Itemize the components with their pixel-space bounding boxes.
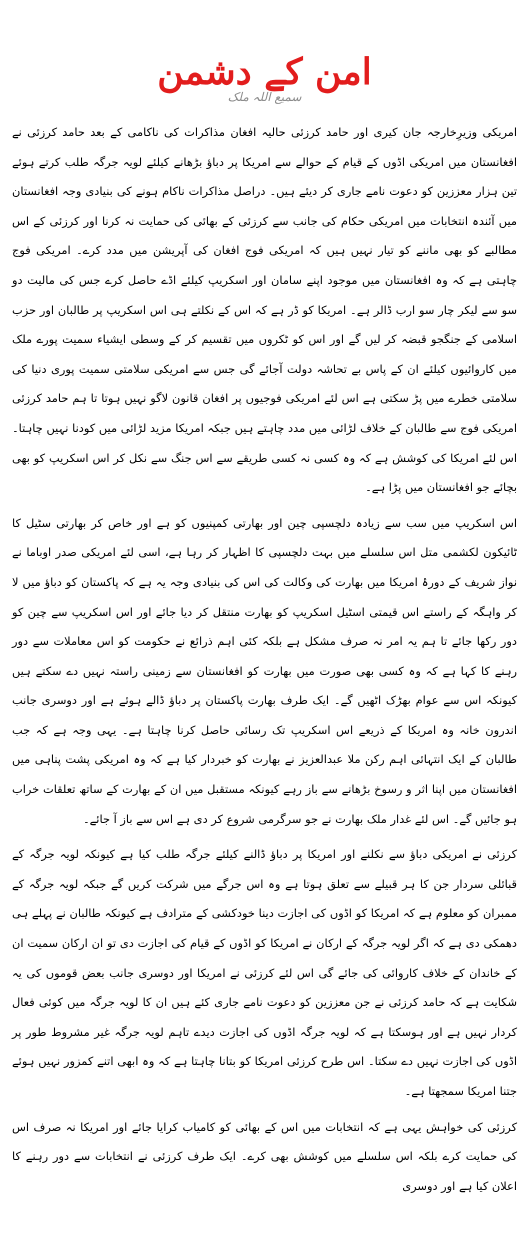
article-paragraph: امریکی وزیرِخارجہ جان کیری اور حامد کرزئی حالیہ افغان مذاکرات کی ناکامی کے بعد حامد کرزئی نے افغانستان میں امریکی اڈوں کے قیام کے حوالے سے امریکا پر دباؤ بڑھانے کیلئے لویہ جرگہ طلب کرتے ہوئے تین ہزار معززین کو دعوت نامے جاری کر دیئے ہیں۔ دراصل مذاکرات ناکام ہونے کی بنیادی وجہ افغانستان میں آئندہ انتخابات میں امریکی حکام کی جانب سے کرزئی کے بھائی کی حمایت نہ کرنا اور کرزئی کے اس مطالبے کو بھی ماننے کو تیار نہیں ہیں کہ امریکی فوج افغان کی آپریشن میں مدد کرے۔ امریکی فوج چاہتی ہے کہ وہ افغانستان میں موجود اپنے سامان اور اسکریپ کیلئے اڈے حاصل کرے جس کی مالیت دو سو سے لیکر چار سو ارب ڈالر ہے۔ امریکا کو ڈر ہے کہ اس کے نکلتے ہی اس اسکریپ پر طالبان اور حزب اسلامی کے جنگجو قبضہ کر لیں گے اور اس کو ٹکروں میں تقسیم کر کے وسطی ایشیاء سمیت پورے ملک میں کاروائیوں کیلئے ان کے پاس بے تحاشہ دولت آجائے گی جس سے امریکی سلامتی سمیت پوری دنیا کی سلامتی خطرے میں پڑ سکتی ہے اس لئے امریکی فوجیوں پر افغان قانون لاگو نہیں ہوتا تا ہم حامد کرزئی امریکی فوج سے طالبان کے خلاف لڑائی میں مدد چاہتے ہیں جبکہ امریکا مزید لڑائی میں کودنا نہیں چاہتا۔ اس لئے امریکا کی کوشش ہے کہ وہ کسی نہ کسی طریقے سے اس جنگ سے نکل کر اس اسکریپ کو بھی بچائے جو افغانستان میں پڑا ہے۔ [12,125,517,495]
article-paragraph: کرزئی کی خواہش یہی ہے کہ انتخابات میں اس کے بھائی کو کامیاب کرایا جائے اور امریکا نہ صرف اس کی حمایت کرے بلکہ اس سلسلے میں کوشش بھی کرے۔ ایک طرف کرزئی نے انتخابات سے دور رہنے کا اعلان کیا ہے اور دوسری [12,1119,517,1193]
article-paragraph: اس اسکریپ میں سب سے زیادہ دلچسپی چین اور بھارتی کمپنیوں کو ہے اور خاص کر بھارتی سٹیل کا ٹائیکون لکشمی متل اس سلسلے میں بہت دلچسپی کا اظہار کر رہا ہے، اسی لئے امریکی صدر اوباما نے نواز شریف کے دورۂ امریکا میں بھارت کی وکالت کی اس کی بنیادی وجہ یہ ہے کہ پاکستان کو دباؤ میں لا کر واہگہ کے راستے اس قیمتی اسٹیل اسکریپ کو بھارت منتقل کر دیا جائے اور اس اسکریپ سے چین کو دور رکھا جائے تا ہم یہ امر نہ صرف مشکل ہے بلکہ کئی اہم ذرائع نے حکومت کو اس معاملات سے دور رہنے کا کہا ہے کہ وہ کسی بھی صورت میں بھارت کو افغانستان سے زمینی راستہ نہیں دے سکتے ہیں کیونکہ اس سے عوام بھڑک اٹھیں گے۔ ایک طرف بھارت پاکستان پر دباؤ ڈالے ہوئے ہے اور دوسری جانب اندرون خانہ وہ امریکا کے ذریعے اس اسکریپ تک رسائی حاصل کرنا چاہتا ہے۔ یہی وجہ ہے کہ جب طالبان کے ایک انتہائی اہم رکن ملا عبدالعزیز نے بھارت کو خبردار کیا ہے کہ وہ امریکی پشت پناہی میں افغانستان میں اپنا اثر و رسوخ بڑھانے سے باز رہے کیونکہ مستقبل میں ان کے بھارت کے ساتھ تعلقات خراب ہو جائیں گے۔ اس لئے غدار ملک بھارت نے جو سرگرمی شروع کر دی ہے اس سے باز آ جائے۔ [12,515,517,826]
article-author: سمیع اللہ ملک [227,90,302,104]
article-body [12,118,517,1201]
article-title: امن کے دشمن [157,51,372,94]
article-paragraph: کرزئی نے امریکی دباؤ سے نکلنے اور امریکا پر دباؤ ڈالنے کیلئے جرگہ طلب کیا ہے کیونکہ لویہ جرگہ کے قبائلی سردار جن کا ہر قبیلے سے تعلق ہوتا ہے وہ اس جرگے میں شرکت کریں گے جبکہ لویہ جرگہ کے ممبران کو معلوم ہے کہ امریکا کو اڈوں کی اجازت دینا خودکشی کے مترادف ہے کیونکہ طالبان نے پہلے ہی دھمکی دی ہے کہ اگر لویہ جرگہ کے ارکان نے امریکا کو اڈوں کے قیام کی اجازت دی تو ان ارکان سمیت ان کے خاندان کے خلاف کاروائی کی جائے گی اس لئے کرزئی نے امریکا اور دوسری جانب بعض قوموں کی یہ شکایت ہے کہ حامد کرزئی نے جن معززین کو دعوت نامے جاری کئے ہیں ان کا لویہ جرگہ میں کوئی فعال کردار نہیں ہے اور ہوسکتا ہے کہ لویہ جرگہ اڈوں کی اجازت دیدے تاہم لویہ جرگہ غیر مشروط طور پر اڈوں کی اجازت نہیں دے سکتا۔ اس طرح کرزئی امریکا کو بتانا چاہتا ہے کہ وہ ابھی اتنے کمزور نہیں ہوئے جتنا امریکا سمجھتا ہے۔ [12,847,517,1098]
